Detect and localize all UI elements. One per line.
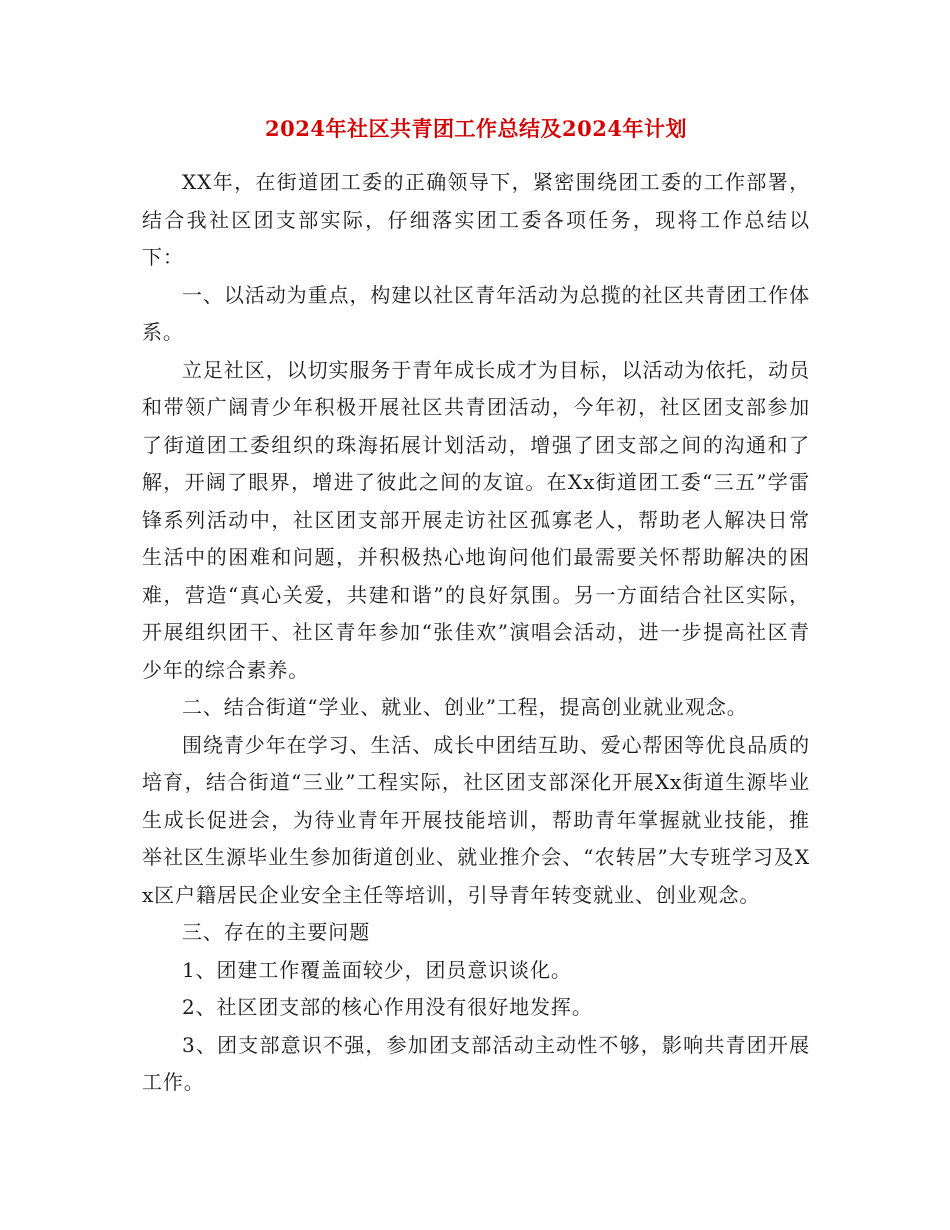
document-page bbox=[142, 110, 810, 1102]
paragraph-employment: 围绕青少年在学习、生活、成长中团结互助、爱心帮困等优良品质的培育，结合街道“三业”工程实际，社区团支部深化开展Xx街道生源毕业生成长促进会，为待业青年开展技能培训，帮助青年掌握就业技能，推举社区生源毕业生参加街道创业、就业推介会、“农转居”大专班学习及Xx区户籍居民企业安全主任等培训，引导青年转变就业、创业观念。 bbox=[142, 732, 810, 907]
problem-item-3: 3、团支部意识不强，参加团支部活动主动性不够，影响共青团开展工作。 bbox=[142, 1032, 810, 1094]
paragraph-intro: XX年，在街道团工委的正确领导下，紧密围绕团工委的工作部署，结合我社区团支部实际，仔细落实团工委各项任务，现将工作总结以下： bbox=[142, 170, 810, 269]
section-heading-3: 三、存在的主要问题 bbox=[182, 920, 371, 944]
section-heading-1: 一、以活动为重点，构建以社区青年活动为总揽的社区共青团工作体系。 bbox=[142, 282, 810, 344]
section-heading-2: 二、结合街道“学业、就业、创业”工程，提高创业就业观念。 bbox=[182, 695, 748, 719]
document-title: 2024年社区共青团工作总结及2024年计划 bbox=[265, 116, 687, 141]
problem-item-1: 1、团建工作覆盖面较少，团员意识谈化。 bbox=[182, 957, 572, 982]
problem-item-2: 2、社区团支部的核心作用没有很好地发挥。 bbox=[182, 995, 593, 1019]
paragraph-activities: 立足社区，以切实服务于青年成长成才为目标，以活动为依托，动员和带领广阔青少年积极开展社区共青团活动，今年初，社区团支部参加了街道团工委组织的珠海拓展计划活动，增强了团支部之间的沟通和了解，开阔了眼界，增进了彼此之间的友谊。在Xx街道团工委“三五”学雷锋系列活动中，社区团支部开展走访社区孤寡老人，帮助老人解决日常生活中的困难和问题，并积极热心地询问他们最需要关怀帮助解决的困难，营造“真心关爱，共建和谐”的良好氛围。另一方面结合社区实际，开展组织团干、社区青年参加“张佳欢”演唱会活动，进一步提高社区青少年的综合素养。 bbox=[142, 357, 810, 682]
